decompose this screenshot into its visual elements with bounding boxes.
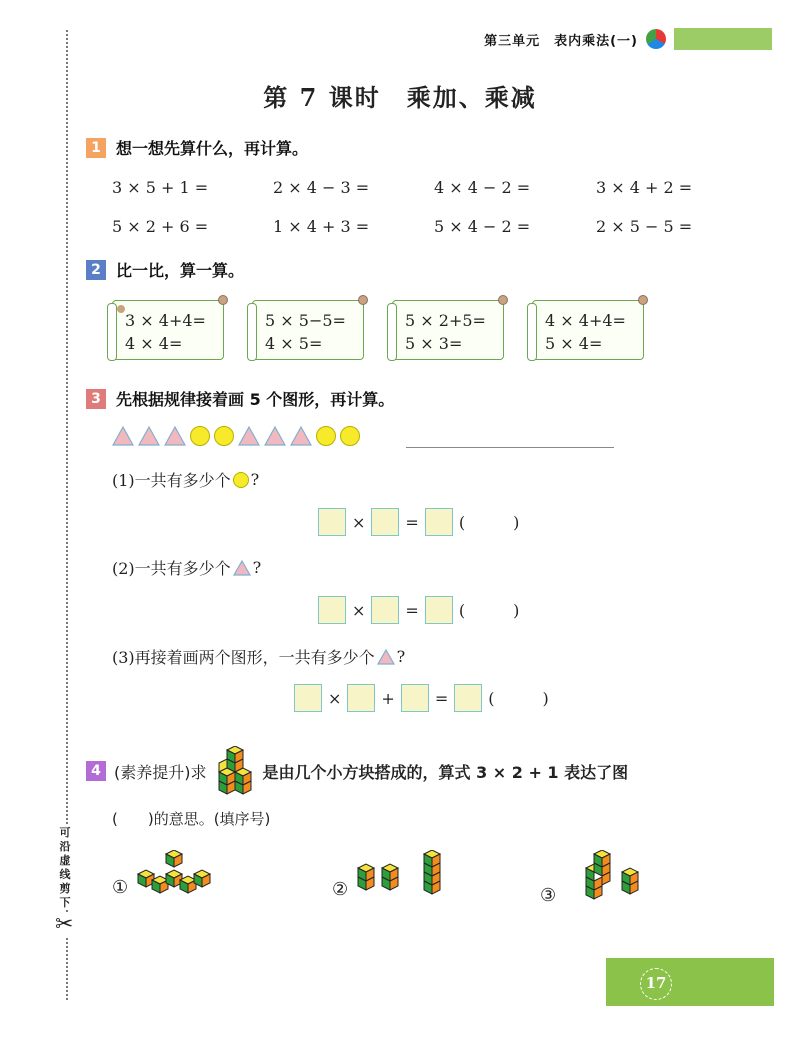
circle-icon [233, 472, 249, 488]
tack-icon [117, 305, 125, 313]
answer-box[interactable] [294, 684, 322, 712]
unit-title: 第三单元 表内乘法(一) [484, 33, 638, 49]
section-4-prefix: (素养提升)求 [114, 762, 207, 782]
paren-close: ) [542, 688, 549, 708]
paren-open: ( [458, 512, 466, 532]
question-3-suffix: ? [396, 647, 406, 666]
triangle-icon [377, 649, 395, 665]
scroll-line-1: 5 × 2+5= [405, 311, 486, 330]
pattern-triangle [138, 426, 160, 446]
paren-open: ( [458, 600, 466, 620]
option-3[interactable] [540, 850, 652, 906]
section-3-header [86, 387, 394, 410]
section-4-number: 4 [86, 761, 106, 781]
lesson-title: 第 7 课时 乘加、乘减 [263, 83, 537, 112]
answer-box[interactable] [347, 684, 375, 712]
scroll-card [532, 300, 644, 360]
answer-box[interactable] [425, 596, 453, 624]
answer-box[interactable] [318, 508, 346, 536]
times-sign: × [352, 600, 366, 620]
section-2-title: 比一比，算一算。 [116, 261, 245, 280]
cube-figure-1-icon [134, 850, 218, 898]
header-bar [674, 28, 772, 50]
pattern-circle [190, 426, 210, 446]
section-1-title: 想一想先算什么，再计算。 [116, 139, 309, 158]
section-4-line2: ( )的意思。(填序号) [112, 810, 271, 828]
equation: 5 × 4 − 2 = [434, 217, 531, 236]
question-3-text: (3)再接着画两个图形，一共有多少个 [112, 648, 375, 667]
scroll-line-1: 4 × 4+4= [545, 311, 626, 330]
equation: 1 × 4 + 3 = [273, 217, 370, 236]
section-3-title: 先根据规律接着画 5 个图形，再计算。 [116, 390, 395, 409]
option-2[interactable] [332, 850, 450, 900]
curl-icon [638, 295, 648, 305]
answer-box[interactable] [425, 508, 453, 536]
formula-1 [318, 508, 519, 536]
equation: 3 × 4 + 2 = [596, 178, 693, 197]
cut-note: 可沿虚线剪下 [56, 826, 74, 910]
pattern-triangle [164, 426, 186, 446]
scroll-line-1: 3 × 4+4= [125, 311, 206, 330]
option-1-label: ① [112, 877, 129, 898]
equation: 5 × 2 + 6 = [112, 217, 209, 236]
question-2 [112, 556, 261, 579]
scroll-line-2: 4 × 4= [125, 334, 183, 353]
option-3-label: ③ [540, 885, 557, 906]
section-1-number: 1 [86, 138, 106, 158]
drawing-answer-line[interactable] [406, 447, 614, 448]
triangle-icon [233, 560, 251, 576]
unit-header [484, 28, 772, 50]
equals-sign: = [434, 688, 449, 708]
formula-3 [294, 684, 549, 712]
page-number: 17 [640, 968, 672, 1000]
scroll-line-2: 5 × 4= [545, 334, 603, 353]
equals-sign: = [405, 512, 419, 532]
times-sign: × [328, 688, 342, 708]
cube-stack-icon [215, 746, 255, 796]
scroll-line-2: 4 × 5= [265, 334, 323, 353]
scroll-card [392, 300, 504, 360]
paren-close: ) [513, 600, 520, 620]
curl-icon [498, 295, 508, 305]
paren-open: ( [488, 688, 495, 708]
scroll-card [112, 300, 224, 360]
equation: 2 × 4 − 3 = [273, 178, 370, 197]
scroll-line-1: 5 × 5−5= [265, 311, 346, 330]
scroll-card [252, 300, 364, 360]
section-4-header [86, 746, 628, 796]
pattern-triangle [238, 426, 260, 446]
pattern-triangle [290, 426, 312, 446]
cube-figure-2-icon [354, 850, 450, 900]
answer-box[interactable] [371, 508, 399, 536]
pattern-circle [316, 426, 336, 446]
option-2-label: ② [332, 879, 349, 900]
shape-pattern [112, 426, 360, 446]
equals-sign: = [405, 600, 419, 620]
pattern-circle [214, 426, 234, 446]
answer-box[interactable] [371, 596, 399, 624]
pattern-circle [340, 426, 360, 446]
answer-box[interactable] [454, 684, 482, 712]
pattern-triangle [264, 426, 286, 446]
question-1 [112, 468, 259, 491]
curl-icon [358, 295, 368, 305]
question-3 [112, 645, 405, 668]
equation: 2 × 5 − 5 = [596, 217, 693, 236]
formula-2 [318, 596, 519, 624]
section-2-number: 2 [86, 260, 106, 280]
scissors-icon: ✂ [55, 912, 74, 937]
question-2-suffix: ? [252, 558, 262, 577]
question-1-suffix: ? [250, 470, 260, 489]
answer-box[interactable] [318, 596, 346, 624]
question-1-text: (1)一共有多少个 [112, 471, 231, 490]
section-4-text: 是由几个小方块搭成的，算式 3 × 2 + 1 表达了图 [262, 762, 629, 782]
pattern-triangle [112, 426, 134, 446]
color-ball-icon [646, 29, 666, 49]
plus-sign: + [381, 688, 395, 708]
question-2-text: (2)一共有多少个 [112, 559, 231, 578]
times-sign: × [352, 512, 366, 532]
option-1[interactable] [112, 850, 218, 898]
scroll-line-2: 5 × 3= [405, 334, 463, 353]
section-3-number: 3 [86, 389, 106, 409]
paren-close: ) [513, 512, 520, 532]
cube-figure-3-icon [562, 850, 652, 906]
curl-icon [218, 295, 228, 305]
page-tab [606, 958, 774, 1006]
section-1-header [86, 136, 308, 159]
section-2-header [86, 258, 244, 281]
equation: 3 × 5 + 1 = [112, 178, 209, 197]
answer-box[interactable] [401, 684, 429, 712]
equation: 4 × 4 − 2 = [434, 178, 531, 197]
